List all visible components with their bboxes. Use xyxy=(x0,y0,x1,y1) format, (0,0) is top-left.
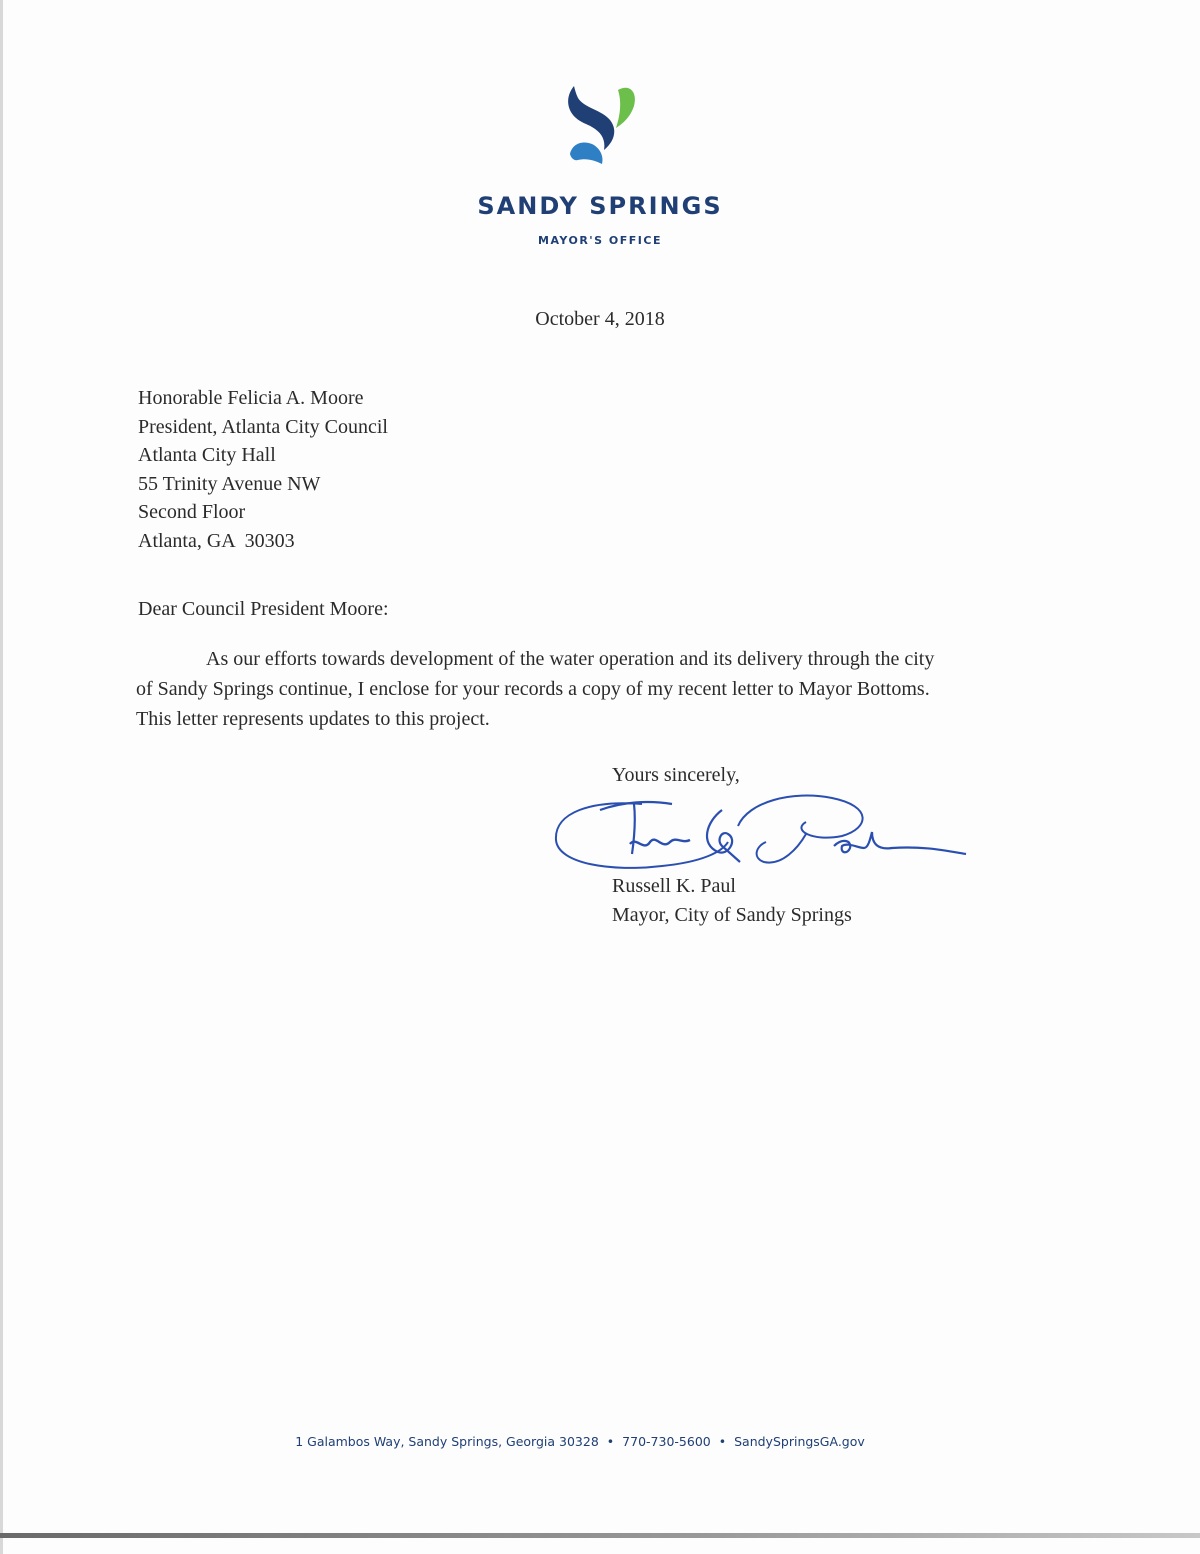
recipient-line: Atlanta City Hall xyxy=(138,444,276,466)
footer-website: SandySpringsGA.gov xyxy=(734,1434,865,1449)
recipient-line: 55 Trinity Avenue NW xyxy=(138,472,321,495)
body-paragraph xyxy=(136,644,1066,734)
letter-date: October 4, 2018 xyxy=(535,308,665,330)
org-name: SANDY SPRINGS xyxy=(477,192,723,220)
logo-navy-swoosh xyxy=(568,86,614,150)
logo-green-leaf xyxy=(616,88,635,128)
signer-title: Mayor, City of Sandy Springs xyxy=(612,904,852,926)
footer-separator: • xyxy=(606,1434,615,1449)
scan-bottom-edge xyxy=(0,1533,1200,1538)
letterhead-footer xyxy=(180,1434,980,1449)
recipient-address xyxy=(138,384,388,555)
footer-phone: 770-730-5600 xyxy=(622,1434,711,1449)
footer-separator: • xyxy=(718,1434,727,1449)
body-line: As our efforts towards development of the water operation and its delivery through the city xyxy=(206,648,935,670)
sandy-springs-logo xyxy=(560,84,642,168)
recipient-line: President, Atlanta City Council xyxy=(138,415,388,438)
recipient-line: Atlanta, GA 30303 xyxy=(138,529,295,552)
closing: Yours sincerely, xyxy=(612,764,740,786)
signer-name: Russell K. Paul xyxy=(612,875,736,897)
body-line: of Sandy Springs continue, I enclose for your records a copy of my recent letter to Mayor Bottoms. xyxy=(136,678,930,700)
logo-blue-drop xyxy=(570,142,603,164)
recipient-line: Honorable Felicia A. Moore xyxy=(138,387,364,409)
footer-address: 1 Galambos Way, Sandy Springs, Georgia 30328 xyxy=(295,1434,599,1449)
handwritten-signature xyxy=(552,782,972,878)
salutation: Dear Council President Moore: xyxy=(138,598,389,620)
org-subtitle: MAYOR'S OFFICE xyxy=(538,234,662,247)
scan-left-edge xyxy=(0,0,3,1554)
recipient-line: Second Floor xyxy=(138,501,246,523)
body-line: This letter represents updates to this project. xyxy=(136,708,490,730)
signer-block xyxy=(612,872,852,930)
